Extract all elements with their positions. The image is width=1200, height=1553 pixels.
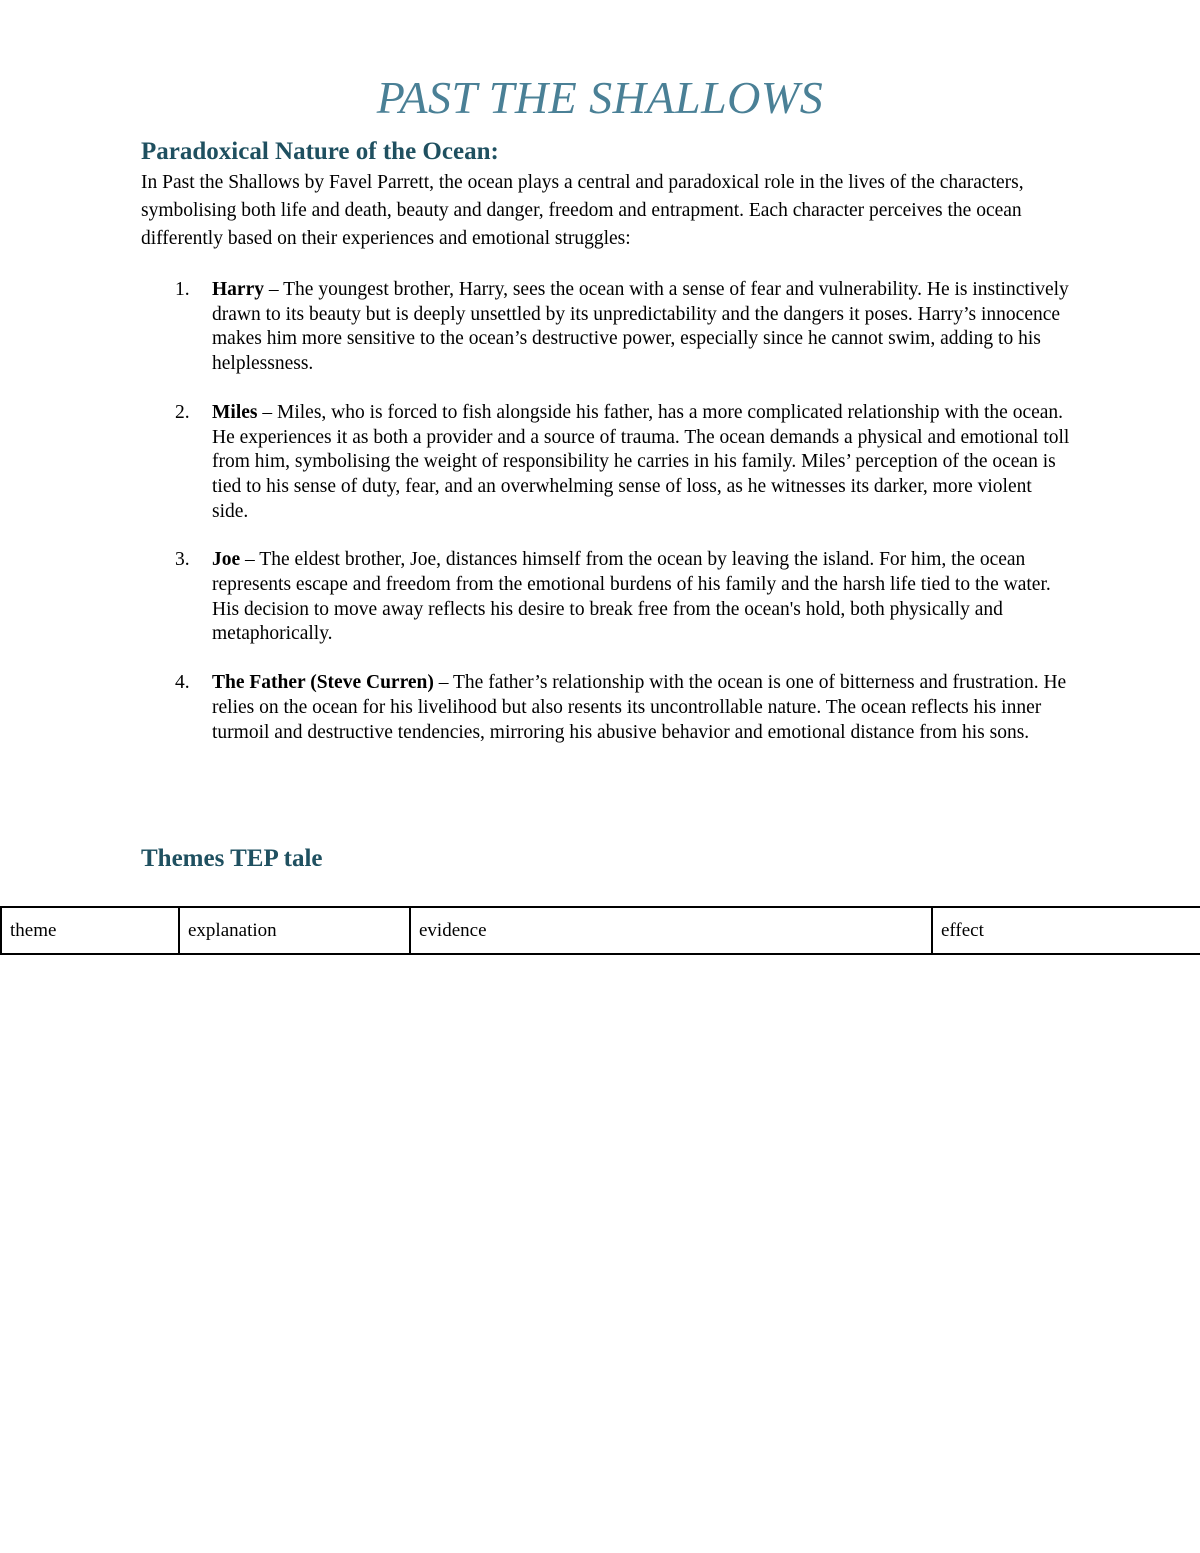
character-description: – The youngest brother, Harry, sees the ocean with a sense of fear and vulnerability. He is instinctively drawn to its beauty but is deeply unsettled by its unpredictability and the dangers it poses. Harry’s innocence makes him more sensitive to the ocean’s destructive power, especially since he cannot swim, adding to his helplessness.: [212, 279, 1069, 375]
page-title: PAST THE SHALLOWS: [376, 72, 824, 123]
tep-table: [0, 906, 1200, 955]
character-name: Harry: [212, 279, 264, 300]
table-row: [1, 907, 1200, 954]
list-item: [141, 548, 1071, 647]
section-heading: Paradoxical Nature of the Ocean:: [141, 138, 499, 165]
list-number: 3.: [175, 549, 190, 571]
character-list: [141, 278, 1071, 745]
table-cell-effect: effect: [932, 907, 1200, 954]
list-item: [141, 278, 1071, 377]
list-number: 1.: [175, 279, 190, 300]
table-cell-explanation: explanation: [179, 907, 410, 954]
themes-heading: Themes TEP tale: [141, 845, 323, 872]
table-cell-theme: theme: [1, 907, 179, 954]
intro-paragraph: In Past the Shallows by Favel Parrett, the ocean plays a central and paradoxical role in the lives of the characters, symbolising both life and death, beauty and danger, freedom and entrapment. Each character perceives the ocean differently based on their experiences and emotional struggles:: [141, 172, 1024, 249]
list-item: [141, 401, 1071, 525]
character-description: – Miles, who is forced to fish alongside his father, has a more complicated relationship with the ocean. He experiences it as both a provider and a source of trauma. The ocean demands a physical and emotional toll from him, symbolising the weight of responsibility he carries in his family. Miles’ perception of the ocean is tied to his sense of duty, fear, and an overwhelming sense of loss, as he witnesses its darker, more violent side.: [212, 401, 1070, 522]
character-description: – The eldest brother, Joe, distances himself from the ocean by leaving the island. For him, the ocean represents escape and freedom from the emotional burdens of his family and the harsh life tied to the water. His decision to move away reflects his desire to break free from the ocean's hold, both physically and metaphorically.: [212, 549, 1051, 645]
character-name: The Father (Steve Curren): [212, 672, 434, 694]
list-number: 2.: [175, 401, 190, 423]
character-description: – The father’s relationship with the ocean is one of bitterness and frustration. He relies on the ocean for his livelihood but also resents its uncontrollable nature. The ocean reflects his inner turmoil and destructive tendencies, mirroring his abusive behavior and emotional distance from his sons.: [212, 672, 1067, 743]
list-number: 4.: [175, 672, 190, 694]
table-cell-evidence: evidence: [410, 907, 932, 954]
character-name: Joe: [212, 549, 241, 571]
list-item: [141, 671, 1071, 745]
character-name: Miles: [212, 401, 258, 423]
